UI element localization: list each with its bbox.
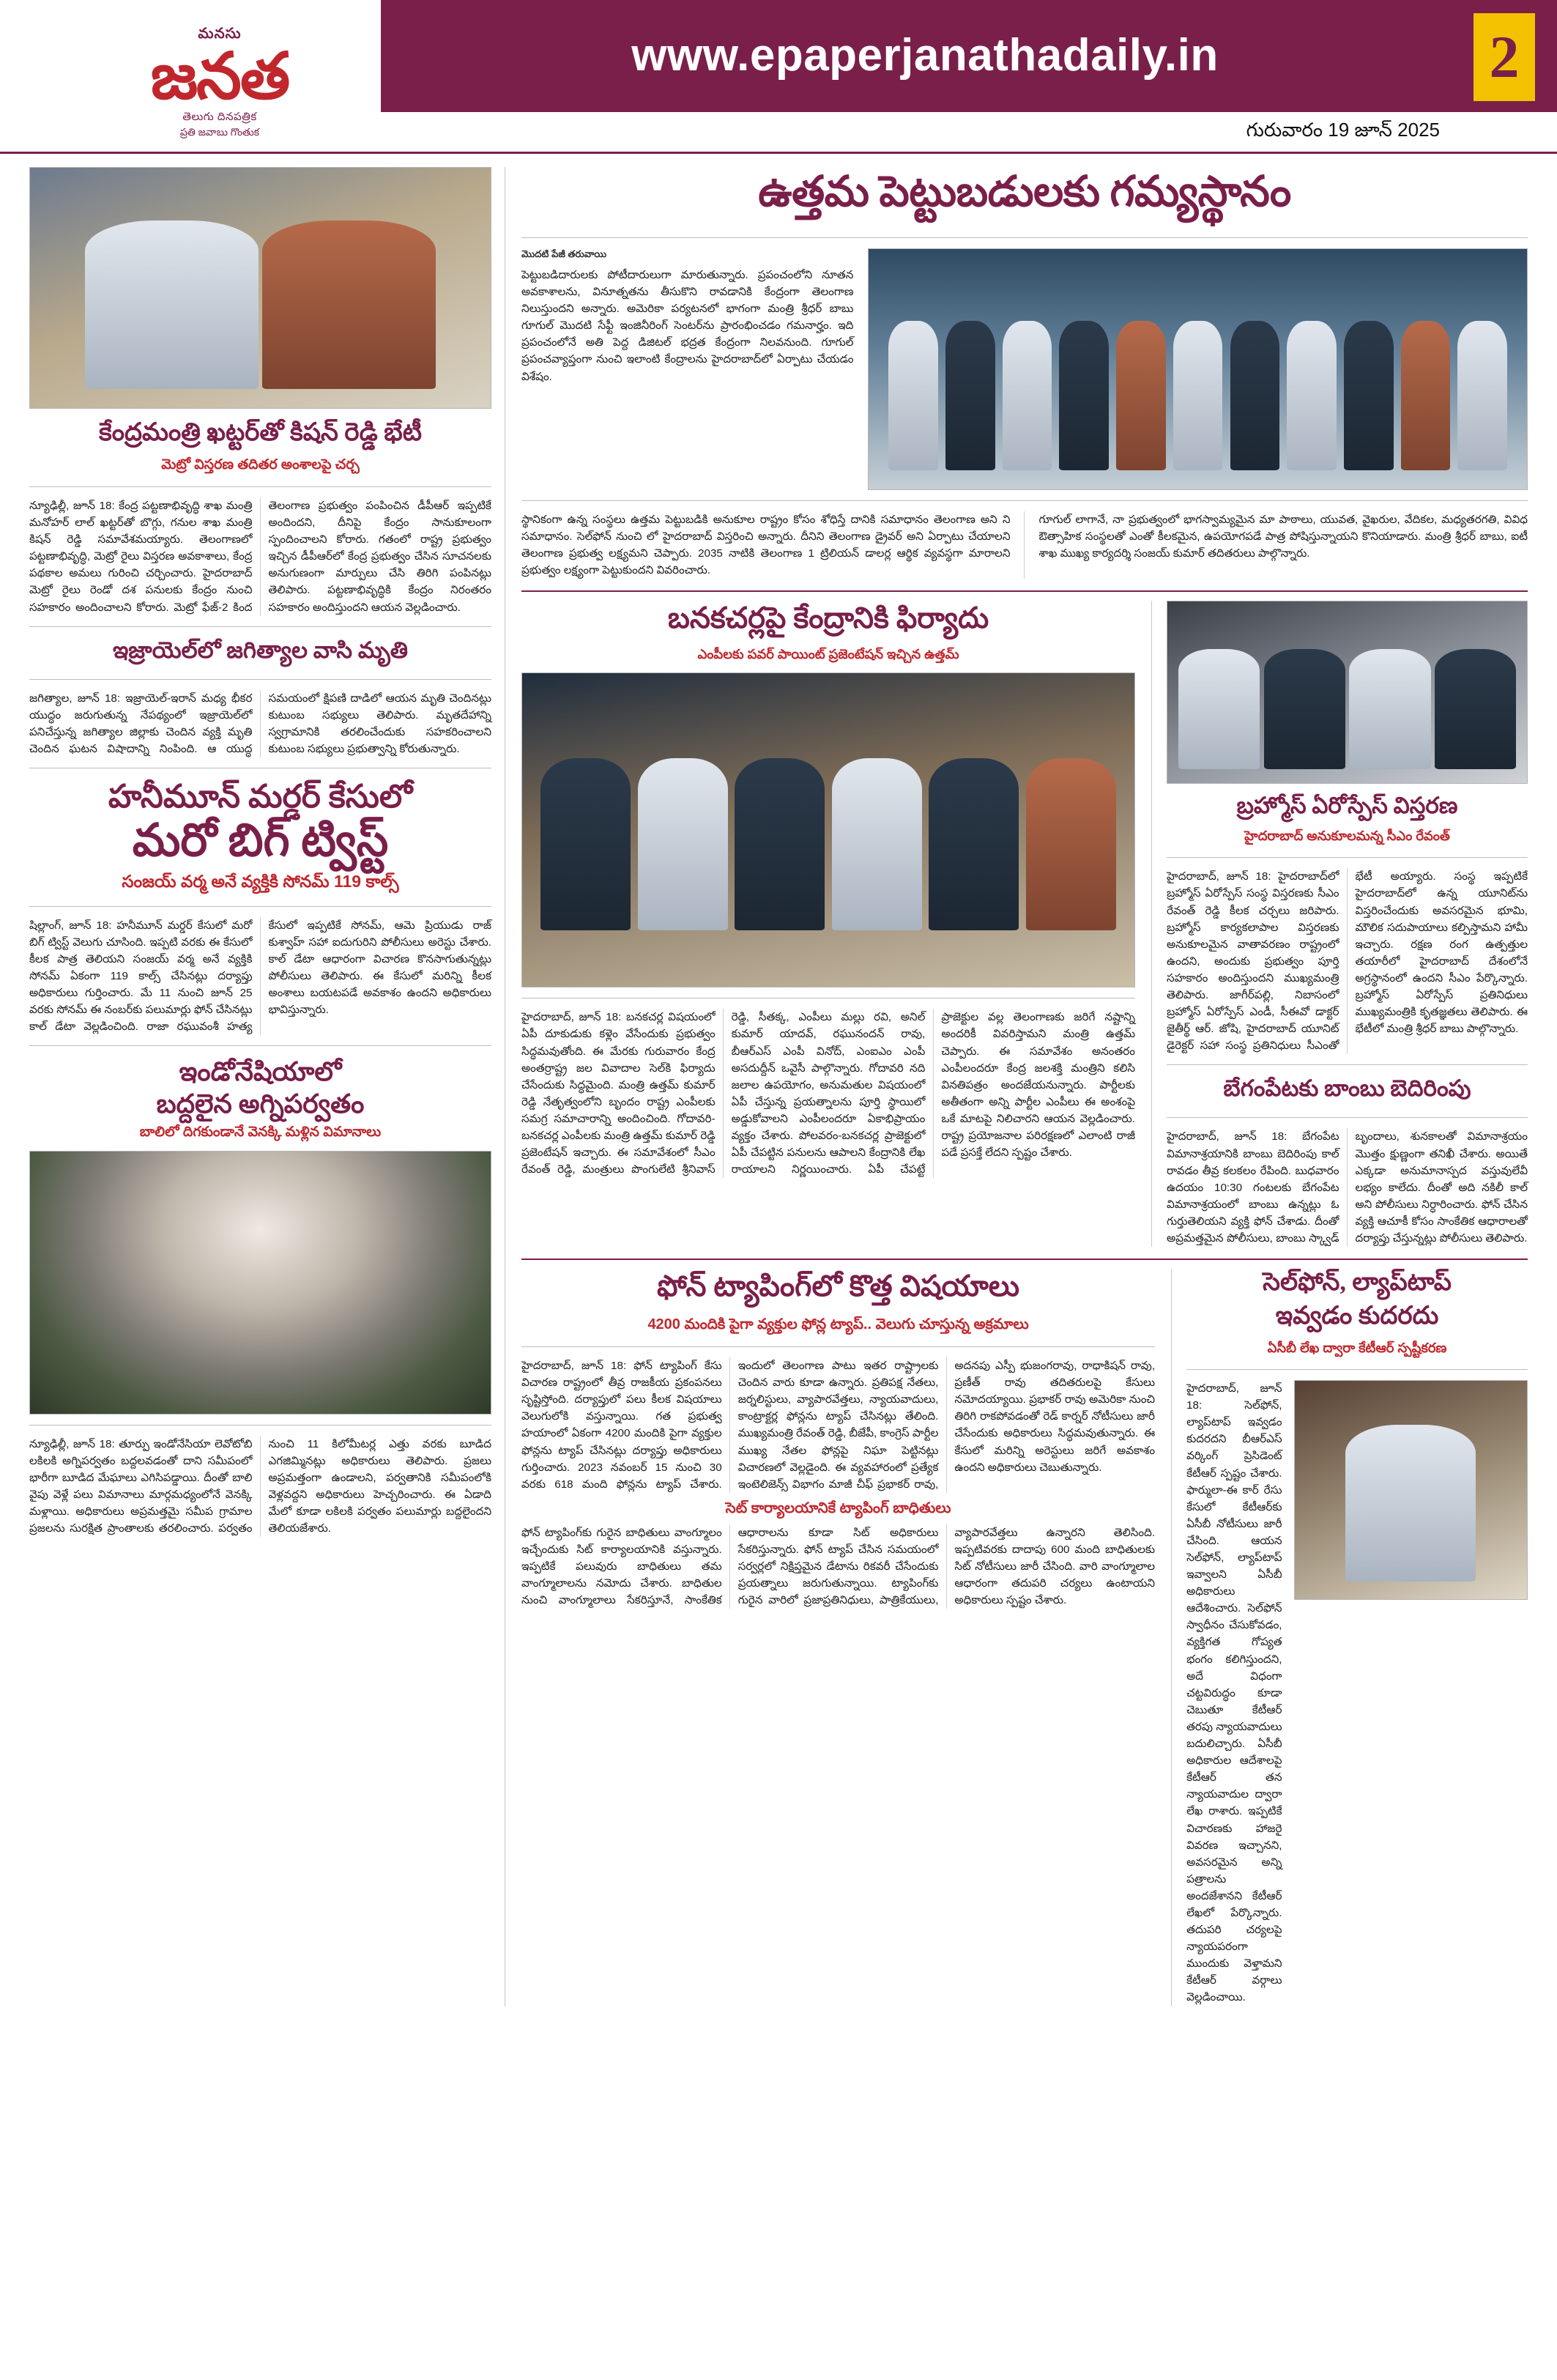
cellphone-redline: ఏసీబీ లేఖ ద్వారా కేటీఆర్ స్పష్టీకరణ (1267, 1341, 1447, 1356)
cellphone-body: హైదరాబాద్, జూన్ 18: సెల్‌ఫోన్, ల్యాప్‌టాప్ ఇవ్వడం కుదరదని బీఆర్ఎస్ వర్కింగ్ ప్రెసిడెంట్ కేటీఆర్ స్పష్టం చేశారు. ఫార్ములా-ఈ కార్ రేసు కేసులో కేటీఆర్‌కు ఏసీబీ నోటీసులు జారీ చేసింది. ఆయన సెల్‌ఫోన్, ల్యాప్‌టాప్ ఇవ్వాలని ఏసీబీ అధికారులు ఆదేశించారు. సెల్‌ఫోన్ స్వాధీనం చేసుకోవడం, వ్యక్తిగత గోప్యత భంగం కలిగిస్తుందని, అదే విధంగా చట్టవిరుద్ధం కూడా చెబుతూ కేటీఆర్ తరపు న్యాయవాదులు బదులిచ్చారు. ఏసీబీ అధికారుల ఆదేశాలపై కేటీఆర్ తన న్యాయవాదుల ద్వారా లేఖ రాశారు. ఇప్పటికే విచారణకు హాజరై వివరణ ఇచ్చానని, అవసరమైన అన్ని పత్రాలను అందజేశానని కేటీఆర్ లేఖలో పేర్కొన్నారు. తదుపరి చర్యలపై న్యాయపరంగా ముందుకు వెళ్తామని కేటీఆర్ వర్గాలు వెల్లడించాయి. (1186, 1382, 1282, 2004)
article3-redline: సంజయ్ వర్మ అనే వ్యక్తికి సోనమ్ 119 కాల్స్ (122, 871, 399, 891)
article-banakacherla (521, 601, 1135, 1247)
phone-tapping-body-2: ఫోన్ ట్యాపింగ్‌కు గురైన బాధితులు వాంగ్మూలం ఇచ్చేందుకు సిట్ కార్యాలయానికి వస్తున్నారు. ఇప్పటికే పలువురు బాధితులు తమ వాంగ్మూలాలను నమోదు చేశారు. బాధితుల నుంచి వాంగ్మూలాలు సేకరిస్తూనే, సాంకేతిక ఆధారాలను కూడా సిట్ అధికారులు సేకరిస్తున్నారు. ఫోన్ ట్యాప్ చేసిన సమయంలో సర్వర్లలో నిక్షిప్తమైన డేటాను రికవరీ చేసేందుకు ప్రయత్నాలు జరుగుతున్నాయి. ట్యాపింగ్‌కు గురైన వారిలో ప్రజాప్రతినిధులు, పాత్రికేయులు, వ్యాపారవేత్తలు ఉన్నారని తెలిసింది. ఇప్పటివరకు దాదాపు 600 మంది బాధితులకు సిట్ నోటీసులు జారీ చేసింది. వారి వాంగ్మూలాల ఆధారంగా తదుపరి చర్యలు ఉంటాయని అధికారులు స్పష్టం చేశారు. (521, 1526, 1156, 1607)
bottom-band (521, 1269, 1528, 2006)
logo-tagline: తెలుగు దినపత్రిక (182, 111, 257, 124)
left-column (29, 167, 505, 2006)
page-content (0, 154, 1557, 2028)
article4-photo (29, 1151, 491, 1415)
lead-headline: ఉత్తమ పెట్టుబడులకు గమ్యస్థానం (758, 168, 1291, 215)
phone-tapping-redline: 4200 మందికి పైగా వ్యక్తుల ఫోన్ల ట్యాప్.. వెలుగు చూస్తున్న అక్రమాలు (647, 1316, 1029, 1333)
lead-story (521, 167, 1528, 579)
logo-main-text: జనత (150, 41, 289, 113)
article-phone-tapping (521, 1269, 1155, 2006)
article1-headline: కేంద్రమంత్రి ఖట్టర్‌తో కిషన్ రెడ్డి భేటీ (99, 419, 422, 446)
lead-photo (868, 248, 1528, 490)
brahmos-body: హైదరాబాద్, జూన్ 18: హైదరాబాద్‌లో బ్రహ్మోస్ ఏరోస్పేస్ సంస్థ విస్తరణకు సీఎం రేవంత్ రెడ్డి కీలక చర్చలు జరిపారు. బ్రహ్మోస్ కార్యకలాపాల విస్తరణకు అనుకూలమైన వాతావరణం రాష్ట్రంలో ఉందని, అందుకు ప్రభుత్వం పూర్తి సహకారం అందిస్తుందని ముఖ్యమంత్రి తెలిపారు. జాగీర్‌పల్లి, నిబాసంలో బ్రహ్మోస్ ఏరోస్పేస్ ఎండీ, సీఈవో డాక్టర్ జైతీర్థ్ ఆర్. జోషి, హైదరాబాద్ యూనిట్ డైరెక్టర్ సహా సంస్థ ప్రతినిధులు సీఎంతో భేటీ అయ్యారు. సంస్థ ఇప్పటికే హైదరాబాద్‌లో ఉన్న యూనిట్‌ను విస్తరించేందుకు అవసరమైన భూమి, మౌలిక సదుపాయాలు కల్పిస్తామని హామీ ఇచ్చారు. రక్షణ రంగ ఉత్పత్తుల తయారీలో హైదరాబాద్ దేశంలోనే అగ్రస్థానంలో ఉందని సీఎం పేర్కొన్నారు. బ్రహ్మోస్ ఏరోస్పేస్ ప్రతినిధులు ముఖ్యమంత్రికి కృతజ్ఞతలు తెలిపారు. ఈ భేటీలో మంత్రి శ్రీధర్ బాబు పాల్గొన్నారు. (1167, 870, 1528, 1053)
mid-band (521, 601, 1528, 1247)
begumpet-body: హైదరాబాద్, జూన్ 18: బేగంపేట విమానాశ్రయానికి బాంబు బెదిరింపు కాల్ రావడం తీవ్ర కలకలం రేపింది. బుధవారం ఉదయం 10:30 గంటలకు బేగంపేట విమానాశ్రయంలో బాంబు ఉన్నట్లు ఓ గుర్తుతెలియని వ్యక్తి ఫోన్ చేశాడు. దీంతో అప్రమత్తమైన పోలీసులు, బాంబు స్క్వాడ్ బృందాలు, శునకాలతో విమానాశ్రయం మొత్తం క్షుణ్ణంగా తనిఖీ చేశారు. అయితే ఎక్కడా అనుమానాస్పద వస్తువులేవీ లభ్యం కాలేదు. దీంతో అది నకిలీ కాల్ అని పోలీసులు నిర్ధారించారు. ఫోన్ చేసిన వ్యక్తి ఆచూకీ కోసం సాంకేతిక ఆధారాలతో దర్యాప్తు చేస్తున్నట్లు పోలీసులు తెలిపారు. (1167, 1130, 1528, 1245)
article3-body: షిల్లాంగ్, జూన్ 18: హనీమూన్ మర్డర్ కేసులో మరో బిగ్ ట్విస్ట్ వెలుగు చూసింది. ఇప్పటి వరకు ఈ కేసులో కీలక పాత్ర తెలియని సంజయ్ వర్మ అనే వ్యక్తికి సోనమ్ ఏకంగా 119 కాల్స్ చేసినట్లు దర్యాప్తు అధికారులు గుర్తించారు. మే 11 నుంచి జూన్ 25 వరకు సోనమ్ ఈ నంబర్‌కు పలుమార్లు ఫోన్ చేసినట్లు కాల్ డేటా వెల్లడించింది. రాజా రఘువంశీ హత్య కేసులో ఇప్పటికే సోనమ్, ఆమె ప్రియుడు రాజ్ కుశ్వాహ్ సహా ఐదుగురిని పోలీసులు అరెస్టు చేశారు. కాల్ డేటా ఆధారంగా విచారణ కొనసాగుతున్నట్లు పోలీసులు తెలిపారు. ఈ కేసులో మరిన్ని కీలక అంశాలు బయటపడే అవకాశం ఉందని అధికారులు భావిస్తున్నారు. (29, 919, 491, 1034)
cellphone-headline-line2: ఇవ్వడం కుదరదు (1275, 1302, 1439, 1330)
edition-date: గురువారం 19 జూన్ 2025 (381, 111, 1557, 152)
banakacherla-subhead: ఎంపీలకు పవర్ పాయింట్ ప్రజెంటేషన్ ఇచ్చిన ఉత్తమ్ (697, 647, 959, 662)
phone-tapping-headline: ఫోన్ ట్యాపింగ్‌లో కొత్త విషయాలు (657, 1269, 1020, 1303)
article-honeymoon-murder (29, 779, 491, 1035)
lead-credit: మెుదటి పేజీ తరువాయి (521, 248, 607, 259)
article3-headline-line2: మరో బిగ్ ట్విస్ట్ (132, 815, 389, 866)
article4-body: న్యూఢిల్లీ, జూన్ 18: తూర్పు ఇండోనేసియా లెవోటోబి లకిలకి అగ్నిపర్వతం బద్దలవడంతో దాని సమీపంలో భారీగా బూడిద మేఘాలు ఎగిసిపడ్డాయి. దీంతో బాలి వైపు వెళ్లే పలు విమానాలు మార్గమధ్యంలోనే వెనక్కి మళ్లాయి. అధికారులు అప్రమత్తమై సమీప గ్రామాల ప్రజలను సురక్షిత ప్రాంతాలకు తరలించారు. పర్వతం నుంచి 11 కిలోమీటర్ల ఎత్తు వరకు బూడిద ఎగజిమ్మినట్లు అధికారులు తెలిపారు. ప్రజలు అప్రమత్తంగా ఉండాలని, పర్వతానికి సమీపంలోకి వెళ్లవద్దని అధికారులు హెచ్చరించారు. ఈ ఏడాది మేలో కూడా లకిలకి పర్వతం పలుమార్లు బద్దలైందని తెలియజేశారు. (29, 1437, 491, 1535)
cellphone-photo (1294, 1380, 1528, 1600)
lead-col1: పెట్టుబడిదారులకు పోటీదారులుగా మారుతున్నారు. ప్రపంచంలోని నూతన అవకాశాలను, వినూత్నతను తీసుకొని రావడానికి కేంద్రంగా తెలంగాణ నిలుస్తుందని అన్నారు. అమెరికా పర్యటనలో భాగంగా మంత్రి శ్రీధర్ బాబు గూగుల్ మొదటి సేఫ్టీ ఇంజినీరింగ్ సెంటర్‌ను ప్రారంభించడం గమనార్హం. ఇది ప్రపంచంలోనే అతి పెద్ద డిజిటల్ భద్రత కేంద్రంగా నిలవనుంది. గూగుల్ ప్రపంచవ్యాప్తంగా నుంచి ఇలాంటి కేంద్రాలను హైదరాబాద్‌లో ఏర్పాటు చేయడం విశేషం. (521, 269, 854, 383)
article1-body: న్యూఢిల్లీ, జూన్ 18: కేంద్ర పట్టణాభివృద్ధి శాఖ మంత్రి మనోహర్ లాల్ ఖట్టర్‌తో బొగ్గు, గనుల శాఖ మంత్రి కిషన్ రెడ్డి సమావేశమయ్యారు. తెలంగాణలో పట్టణాభివృద్ధి, మెట్రో రైలు విస్తరణ అవకాశాలు, కేంద్ర పథకాల అమలు గురించి చర్చించారు. హైదరాబాద్ మెట్రో రైలు రెండో దశ పనులకు కేంద్రం నుంచి సహకారం అందించాలని కోరారు. మెట్రో ఫేజ్-2 కింద తెలంగాణ ప్రభుత్వం పంపించిన డీపీఆర్ ఇప్పటికే అందిందని, దీనిపై కేంద్రం సానుకూలంగా స్పందించాలని కోరారు. గతంలో రాష్ట్ర ప్రభుత్వం ఇచ్చిన డీపీఆర్‌లో కేంద్ర ప్రభుత్వం చేసిన సూచనలకు అనుగుణంగా మార్పులు చేసి తిరిగి పంపినట్లు తెలిపారు. పట్టణాభివృద్ధికి కేంద్రం నిరంతరం సహకారం అందిస్తుందని ఆయన వెల్లడించారు. (29, 500, 491, 614)
brahmos-headline: బ్రహ్మోస్ ఏరోస్పేస్ విస్తరణ (1236, 793, 1458, 819)
article-cellphone-ktr (1171, 1269, 1528, 2006)
begumpet-headline: బేగంపేటకు బాంబు బెదిరింపు (1223, 1075, 1471, 1102)
article4-headline-line2: బద్దలైన అగ్నిపర్వతం (156, 1089, 365, 1119)
newspaper-logo (0, 0, 381, 152)
article2-body: జగిత్యాల, జూన్ 18: ఇజ్రాయెల్-ఇరాన్ మధ్య భీకర యుద్ధం జరుగుతున్న నేపథ్యంలో ఇజ్రాయెల్‌లో పనిచేస్తున్న జగిత్యాల జిల్లాకు చెందిన వ్యక్తి మృతి చెందిన ఘటన విషాదాన్ని నింపింది. ఆ యుద్ధ సమయంలో క్షిపణి దాడిలో ఆయన మృతి చెందినట్లు కుటుంబ సభ్యులు తెలిపారు. మృతదేహాన్ని స్వగ్రామానికి తరలించేందుకు సహకరించాలని కుటుంబ సభ్యులు ప్రభుత్వాన్ని కోరుతున్నారు. (29, 692, 491, 755)
cellphone-headline-line1: సెల్‌ఫోన్, ల్యాప్‌టాప్ (1263, 1269, 1452, 1297)
article3-headline-line1: హనీమూన్ మర్డర్ కేసులో (108, 779, 413, 815)
logo-small-text: మనసు (198, 25, 242, 42)
page-number: 2 (1474, 13, 1535, 101)
masthead (0, 0, 1557, 154)
article4-subhead: బాలిలో దిగకుండానే వెనక్కి మళ్లిన విమానాలు (139, 1124, 382, 1140)
banakacherla-photo (521, 672, 1135, 987)
masthead-banner (381, 0, 1557, 152)
article2-headline: ఇజ్రాయెల్‌లో జగిత్యాల వాసి మృతి (112, 637, 409, 663)
article1-subhead: మెట్రో విస్తరణ తదితర అంశాలపై చర్చ (161, 457, 360, 472)
main-column (505, 167, 1528, 2006)
brahmos-subhead: హైదరాబాద్ అనుకూలమన్న సీఎం రేవంత్ (1244, 828, 1450, 844)
epaper-url[interactable]: www.epaperjanathadaily.in (631, 30, 1219, 81)
banakacherla-headline: బనకచర్లపై కేంద్రానికి ఫిర్యాదు (667, 601, 989, 635)
logo-tagline-2: ప్రతి జవాబు గొంతుక (179, 126, 260, 138)
phone-tapping-subhead-2: సెట్ కార్యాలయానికే ట్యాపింగ్ బాధితులు (725, 1499, 951, 1516)
article1-photo (29, 167, 491, 409)
banakacherla-body: హైదరాబాద్, జూన్ 18: బనకచర్ల విషయంలో ఏపీ దూకుడుకు కళ్లెం వేసేందుకు ప్రభుత్వం సిద్ధమవుతోంది. ఈ మేరకు గురువారం కేంద్ర అంతర్రాష్ట్ర జల వివాదాల సెల్‌కి ఫిర్యాదు చేసేందుకు సిద్ధమైంది. మంత్రి ఉత్తమ్ కుమార్ రెడ్డి నేతృత్వంలోని బృందం రాష్ట్ర ఎంపీలకు సమగ్ర సమాచారాన్ని అందించింది. గోదావరి-బనకచర్ల ఎంపీలకు మంత్రి ఉత్తమ్ కుమార్ రెడ్డి ప్రజెంటేషన్ ఇచ్చారు. ఈ సమావేశంలో సీఎం రేవంత్ రెడ్డి, మంత్రులు పొంగులేటి శ్రీనివాస్ రెడ్డి, సీతక్క, ఎంపీలు మల్లు రవి, అనిల్ కుమార్ యాదవ్, రఘునందన్ రావు, బీఆర్ఎస్ ఎంపీ వినోద్, ఎంఐఎం ఎంపీ అసదుద్దీన్ ఒవైసీ పాల్గొన్నారు. గోదావరి నది జలాల ఉపయోగం, అనుమతుల విషయంలో ఏపీ చేస్తున్న ప్రయత్నాలను పూర్తి స్థాయిలో అడ్డుకోవాలని ఎంపీలందరూ ఏకాభిప్రాయం వ్యక్తం చేశారు. పోలవరం-బనకచర్ల ప్రాజెక్టులో ఏపీ చేపట్టిన పనులను ఆపాలని కేంద్రానికి లేఖ రాయాలని నిర్ణయించారు. ఏపీ చేపట్టే ప్రాజెక్టుల వల్ల తెలంగాణకు జరిగే నష్టాన్ని అందరికీ వివరిస్తామని మంత్రి ఉత్తమ్ చెప్పారు. ఈ సమావేశం అనంతరం ఎంపీలందరూ కేంద్ర జలశక్తి మంత్రిని కలిసి వినతిపత్రం అందజేయనున్నారు. పార్టీలకు అతీతంగా అన్ని పార్టీల ఎంపీలు ఈ అంశంపై ఒకే మాటపై నిలిచారని ఆయన వెల్లడించారు. రాష్ట్ర ప్రయోజనాల పరిరక్షణలో ఎలాంటి రాజీ పడే ప్రసక్తే లేదని స్పష్టం చేశారు. (521, 1011, 1136, 1176)
article-brahmos (1151, 601, 1528, 1247)
article-israel-death (29, 637, 491, 757)
article-khattar-kishan-reddy (29, 167, 491, 616)
article-indonesia-volcano (29, 1056, 491, 1537)
article4-headline-line1: ఇండోనేషియాలో (179, 1057, 342, 1087)
brahmos-photo (1167, 601, 1528, 784)
article-begumpet-bomb (1167, 1075, 1528, 1247)
phone-tapping-body-1: హైదరాబాద్, జూన్ 18: ఫోన్ ట్యాపింగ్ కేసు విచారణ రాష్ట్రంలో తీవ్ర రాజకీయ ప్రకంపనలు సృష్టిస్తోంది. దర్యాప్తులో పలు కీలక విషయాలు వెలుగులోకి వస్తున్నాయి. గత ప్రభుత్వ హయాంలో ఏకంగా 4200 మందికి పైగా వ్యక్తుల ఫోన్లను ట్యాప్ చేసినట్లు దర్యాప్తు అధికారులు గుర్తించారు. 2023 నవంబర్ 15 నుంచి 30 వరకు 618 మంది ఫోన్లను ట్యాప్ చేశారు. ఇందులో తెలంగాణ పాటు ఇతర రాష్ట్రాలకు చెందిన వారు కూడా ఉన్నారు. ప్రతిపక్ష నేతలు, జర్నలిస్టులు, వ్యాపారవేత్తలు, న్యాయవాదులు, కాంట్రాక్టర్ల ఫోన్లను ట్యాప్ చేసినట్లు తేలింది. ముఖ్యమంత్రి రేవంత్ రెడ్డి, బీజేపీ, కాంగ్రెస్ పార్టీల ముఖ్య నేతల ఫోన్లపై నిఘా పెట్టినట్లు విచారణలో వెల్లడైంది. ఈ వ్యవహారంలో ప్రత్యేక ఇంటెలిజెన్స్ విభాగం మాజీ చీఫ్ ప్రభాకర్ రావు, అదనపు ఎస్పీ భుజంగరావు, రాధాకిషన్ రావు, ప్రణీత్ రావు తదితరులపై కేసులు నమోదయ్యాయి. ప్రభాకర్ రావు అమెరికా నుంచి తిరిగి రాకపోవడంతో రెడ్ కార్నర్ నోటీసులు జారీ చేసేందుకు అధికారులు సిద్ధమవుతున్నారు. ఈ కేసులో మరిన్ని అరెస్టులు జరిగే అవకాశం ఉందని అధికారులు చెబుతున్నారు. (521, 1360, 1156, 1491)
lead-col2: స్థానికంగా ఉన్న సంస్థలు ఉత్తమ పెట్టుబడికి అనుకూల రాష్ట్రం కోసం శోధిస్తే దానికి సమాధానం తెలంగాణ అని ని సమాధానం. సెల్‌ఫోన్ నుంచి లో హైదరాబాద్ విస్తరించి అన్నారు. దీనిని తెలంగాణ డ్రైవర్ అని ఏర్పాటు చేయాలని తెలంగాణ ప్రభుత్వ లక్ష్యమని చెప్పారు. 2035 నాటికి తెలంగాణ 1 ట్రిలియన్ డాలర్ల ఆర్థిక వ్యవస్థగా మారాలని ప్రభుత్వం లక్ష్యంగా పెట్టుకుందని వివరించారు. (521, 514, 1011, 577)
lead-col3: గూగుల్ లాగానే, నా ప్రభుత్వంలో భాగస్వామ్యమైన మా పాఠాలు, యువత, వైఖరుల, వేదికల, మధ్యతరగతి, వివిధ ఔత్సాహిక సంస్థలతో ఎంతో కీలకమైన, ఉపయోగపడే పాత్ర పోషిస్తున్నాయని కొనియాడారు. మంత్రి శ్రీధర్ బాబు, ఐటీ శాఖ ముఖ్య కార్యదర్శి సంజయ్ కుమార్ తదితరులు పాల్గొన్నారు. (1038, 514, 1528, 560)
